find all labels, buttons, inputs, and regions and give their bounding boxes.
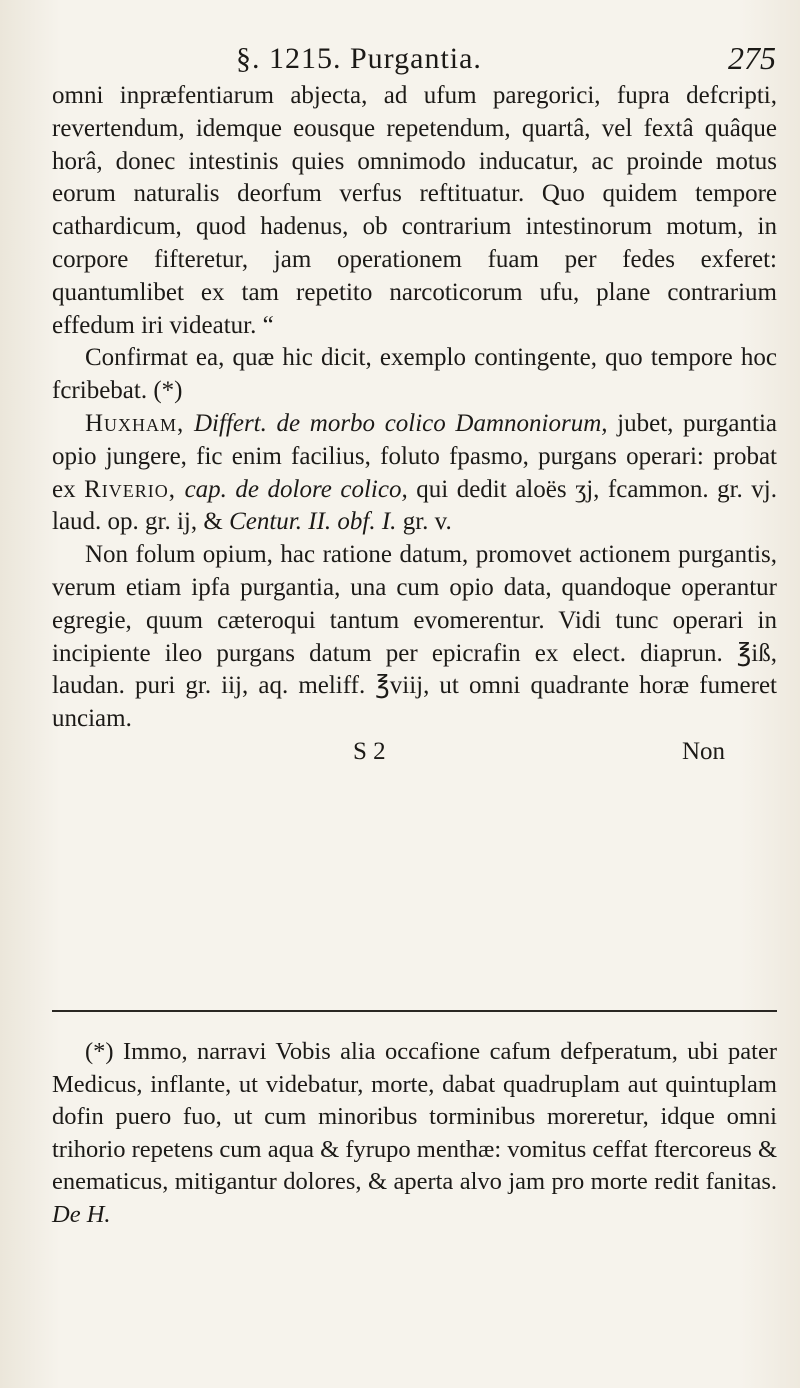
author-huxham: Huxham, — [85, 409, 185, 437]
footnote-text — [52, 1036, 777, 1231]
page-number: 275 — [728, 40, 776, 76]
paragraph-4: Non folum opium, hac ratione datum, promovet actionem purgantis, verum etiam ipfa purgantia, una cum opio data, quandoque operantur egregie, quum cæteroqui tantum evomerentur. Vidi tunc operari in incipiente ileo purgans datum per epicrafin ex elect. diaprun. ℥iß, laudan. puri gr. iij, aq. meliff. ℥viij, ut omni quadrante horæ fumeret unciam. — [52, 541, 777, 733]
paragraph-3-text: jubet, purgantia opio jungere, fic enim facilius, foluto fpasmo, purgans operari: probat ex — [52, 409, 778, 503]
running-head: §. 1215. Purgantia. — [236, 42, 482, 75]
dose-text: gr. v. — [402, 508, 452, 536]
footnote-ref: De H. — [52, 1200, 111, 1228]
work-title: Differt. de morbo colico Damnoniorum, — [193, 409, 608, 437]
footnote-rule — [52, 1010, 777, 1012]
footnote-body: (*) Immo, narravi Vobis alia occafione cafum defperatum, ubi pater Medicus, inflante, ut videbatur, morte, dabat quadruplam aut quintuplam dofin puero fuo, ut cum minoribus torminibus moreretur, idque omni trihorio repetens cum aqua & fyrupo menthæ: vomitus ceffat ftercoreus & enematicus, mitigantur dolores, & aperta alvo jam pro morte redit fanitas. — [52, 1038, 777, 1195]
recipe-text: qui dedit aloës ʒj, fcammon. gr. vj. laud. op. gr. ij, & — [52, 475, 777, 536]
paragraph-1: omni inpræfentiarum abjecta, ad ufum paregorici, fupra defcripti, revertendum, idemque eousque repetendum, quartâ, vel fextâ quâque horâ, donec intestinis quies omnimodo inducatur, ac proinde motus eorum naturalis deorfum verfus reftituatur. Quo quidem tempore cathardicum, quod hadenus, ob contrarium intestinorum motum, in corpore fifteretur, jam operationem fuam per fedes exferet: quantumlibet ex tam repetito narcoticorum ufu, plane contrarium effedum iri videatur. “ — [52, 82, 777, 339]
paragraph-2: Confirmat ea, quæ hic dicit, exemplo contingente, quo tempore hoc fcribebat. (*) — [52, 344, 777, 405]
chapter-ref: cap. de dolore colico, — [184, 475, 408, 503]
centuria-ref: Centur. II. obf. I. — [229, 508, 397, 536]
paragraph-3 — [52, 408, 777, 539]
footnote — [52, 1036, 777, 1231]
catchword: Non — [681, 737, 725, 765]
signature-line — [52, 736, 777, 769]
author-riverius: Riverio, — [84, 475, 177, 503]
main-text — [52, 80, 777, 769]
signature-mark: S 2 — [353, 737, 386, 765]
